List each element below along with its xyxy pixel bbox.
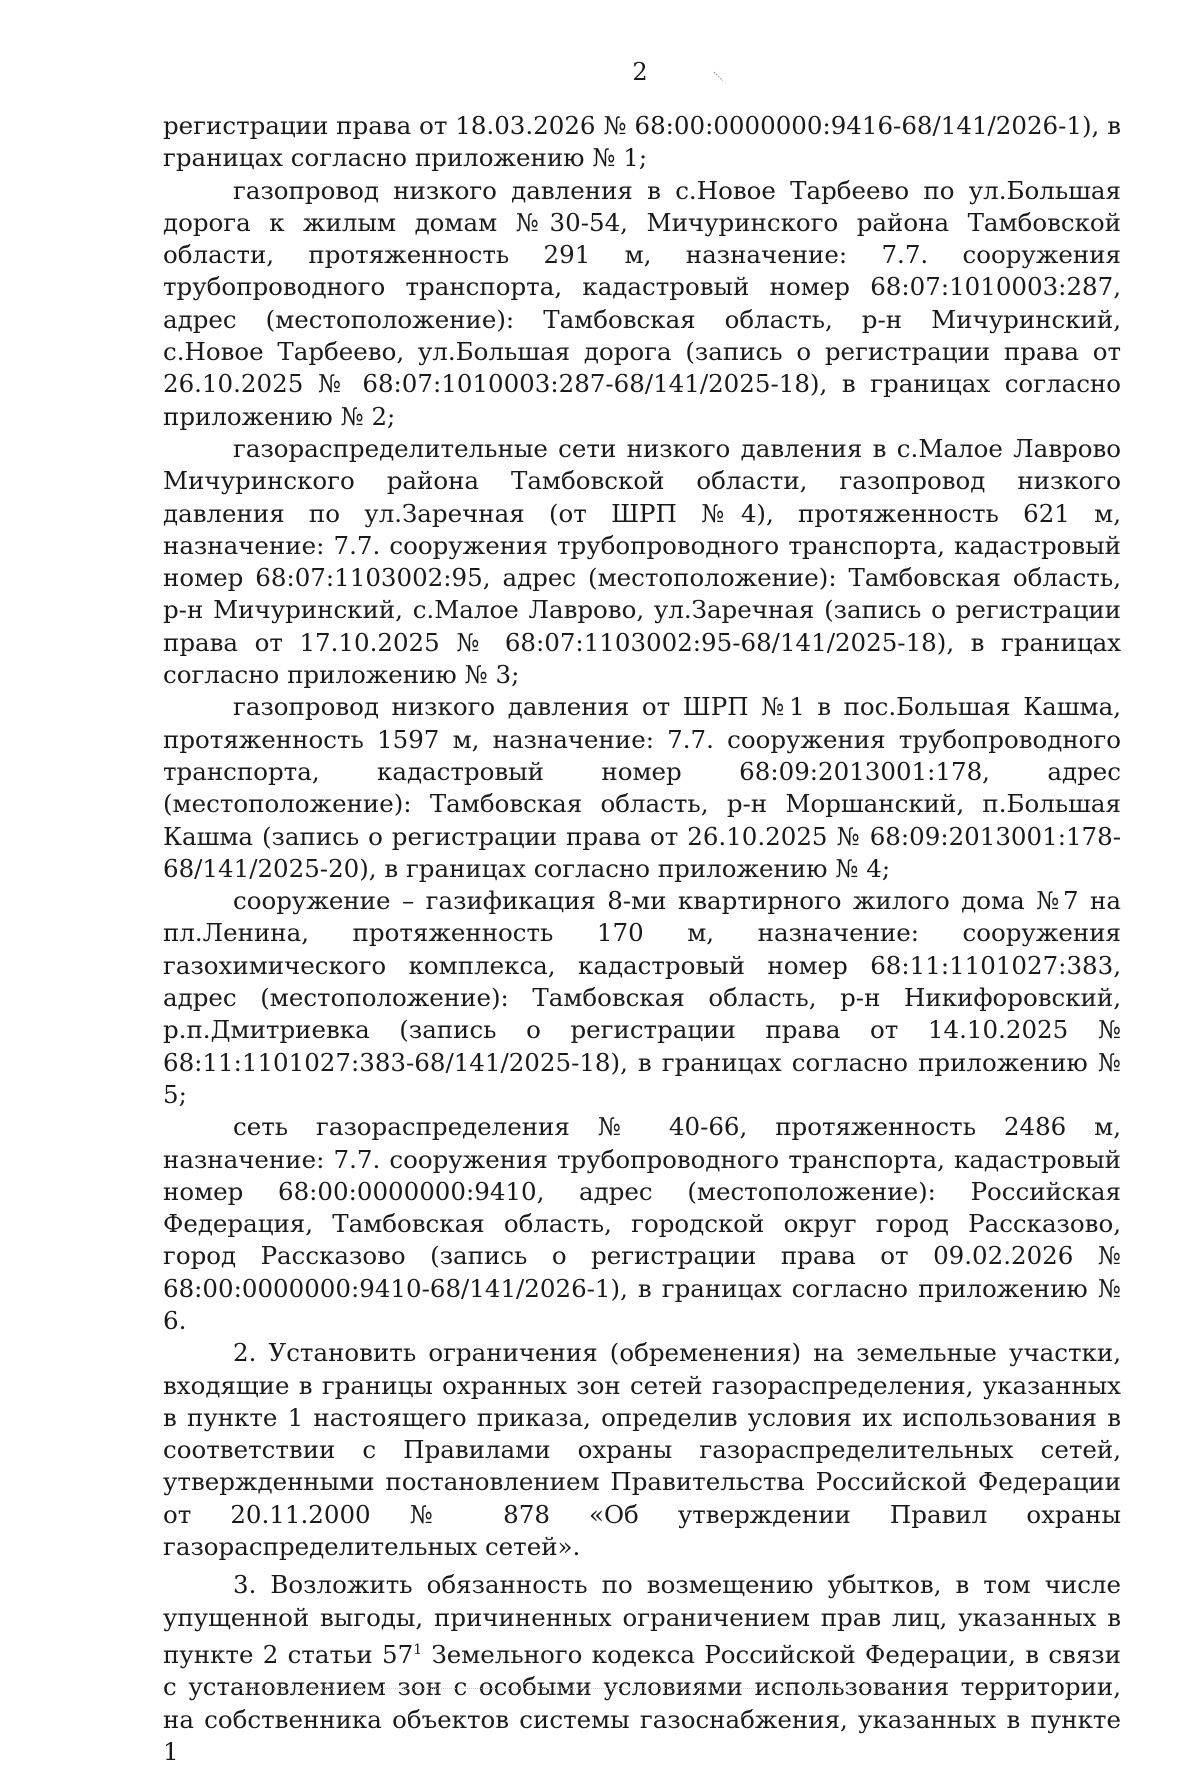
paragraph-item-gas-network-rasskazovo: сеть газораспределения № 40-66, протяженность 2486 м, назначение: 7.7. сооружения трубопроводного транспорта, кадастровый номер 68:00:0000000:9410, адрес (местоположение): Российская Федерация, Тамбовская область, городской округ город Рассказово, город Рассказово (запись о регистрации права от 09.02.2026 № 68:00:0000000:9410-68/141/2026-1), в границах согласно приложению № 6. — [163, 1112, 1121, 1335]
scan-artifact-mark — [712, 70, 726, 84]
page-number: 2 — [632, 58, 648, 86]
scan-bottom-edge — [240, 1688, 940, 1690]
clause-3-text-start: 3. Возложить обязанность по возмещению убытков, в том числе упущенной выгоды, причиненных ограничением прав лиц, указанных в пункте 2 статьи 57 — [163, 1570, 1121, 1670]
paragraph-item-gas-network-lavrovo: газораспределительные сети низкого давления в с.Малое Лаврово Мичуринского района Тамбовской области, газопровод низкого давления по ул.Заречная (от ШРП №4), протяженность 621 м, назначение: 7.7. сооружения трубопроводного транспорта, кадастровый номер 68:07:1103002:95, адрес (местоположение): Тамбовская область, р-н Мичуринский, с.Малое Лаврово, ул.Заречная (запись о регистрации права от 17.10.2025 № 68:07:1103002:95-68/141/2025-18), в границах согласно приложению № 3; — [163, 433, 1121, 690]
paragraph-item-gasification-dmitrievka: сооружение – газификация 8-ми квартирного жилого дома №7 на пл.Ленина, протяженность 170 м, назначение: сооружения газохимического комплекса, кадастровый номер 68:11:1101027:383, адрес (местоположение): Тамбовская область, р-н Никифоровский, р.п.Дмитриевка (запись о регистрации права от 14.10.2025 № 68:11:1101027:383-68/141/2025-18), в границах согласно приложению № 5; — [163, 886, 1121, 1109]
paragraph-continuation: регистрации права от 18.03.2026 № 68:00:0000000:9416-68/141/2026-1), в границах согласно приложению № 1; — [163, 111, 1121, 173]
paragraph-item-gas-pipeline-kashma: газопровод низкого давления от ШРП №1 в пос.Большая Кашма, протяженность 1597 м, назначение: 7.7. сооружения трубопроводного транспорта, кадастровый номер 68:09:2013001:178, адрес (местоположение): Тамбовская область, р-н Моршанский, п.Большая Кашма (запись о регистрации права от 26.10.2025 № 68:09:2013001:178-68/141/2025-20), в границах согласно приложению № 4; — [163, 692, 1121, 883]
paragraph-clause-3 — [163, 1569, 1121, 1768]
document-body — [163, 110, 1121, 1768]
clause-3-text-end: Земельного кодекса Российской Федерации, в связи с установлением зон с особыми условиями использования территории, на собственника объектов системы газоснабжения, указанных в пункте 1 — [163, 1640, 1121, 1766]
paragraph-item-gas-pipeline-tarbeevo: газопровод низкого давления в с.Новое Тарбеево по ул.Большая дорога к жилым домам №30-54, Мичуринского района Тамбовской области, протяженность 291 м, назначение: 7.7. сооружения трубопроводного транспорта, кадастровый номер 68:07:1010003:287, адрес (местоположение): Тамбовская область, р-н Мичуринский, с.Новое Тарбеево, ул.Большая дорога (запись о регистрации права от 26.10.2025 № 68:07:1010003:287-68/141/2025-18), в границах согласно приложению № 2; — [163, 175, 1121, 431]
paragraph-clause-2: 2. Установить ограничения (обременения) на земельные участки, входящие в границы охранных зон сетей газораспределения, указанных в пункте 1 настоящего приказа, определив условия их использования в соответствии с Правилами охраны газораспределительных сетей, утвержденными постановлением Правительства Российской Федерации от 20.11.2000 № 878 «Об утверждении Правил охраны газораспределительных сетей». — [163, 1338, 1121, 1562]
clause-3-superscript: 1 — [413, 1641, 423, 1658]
